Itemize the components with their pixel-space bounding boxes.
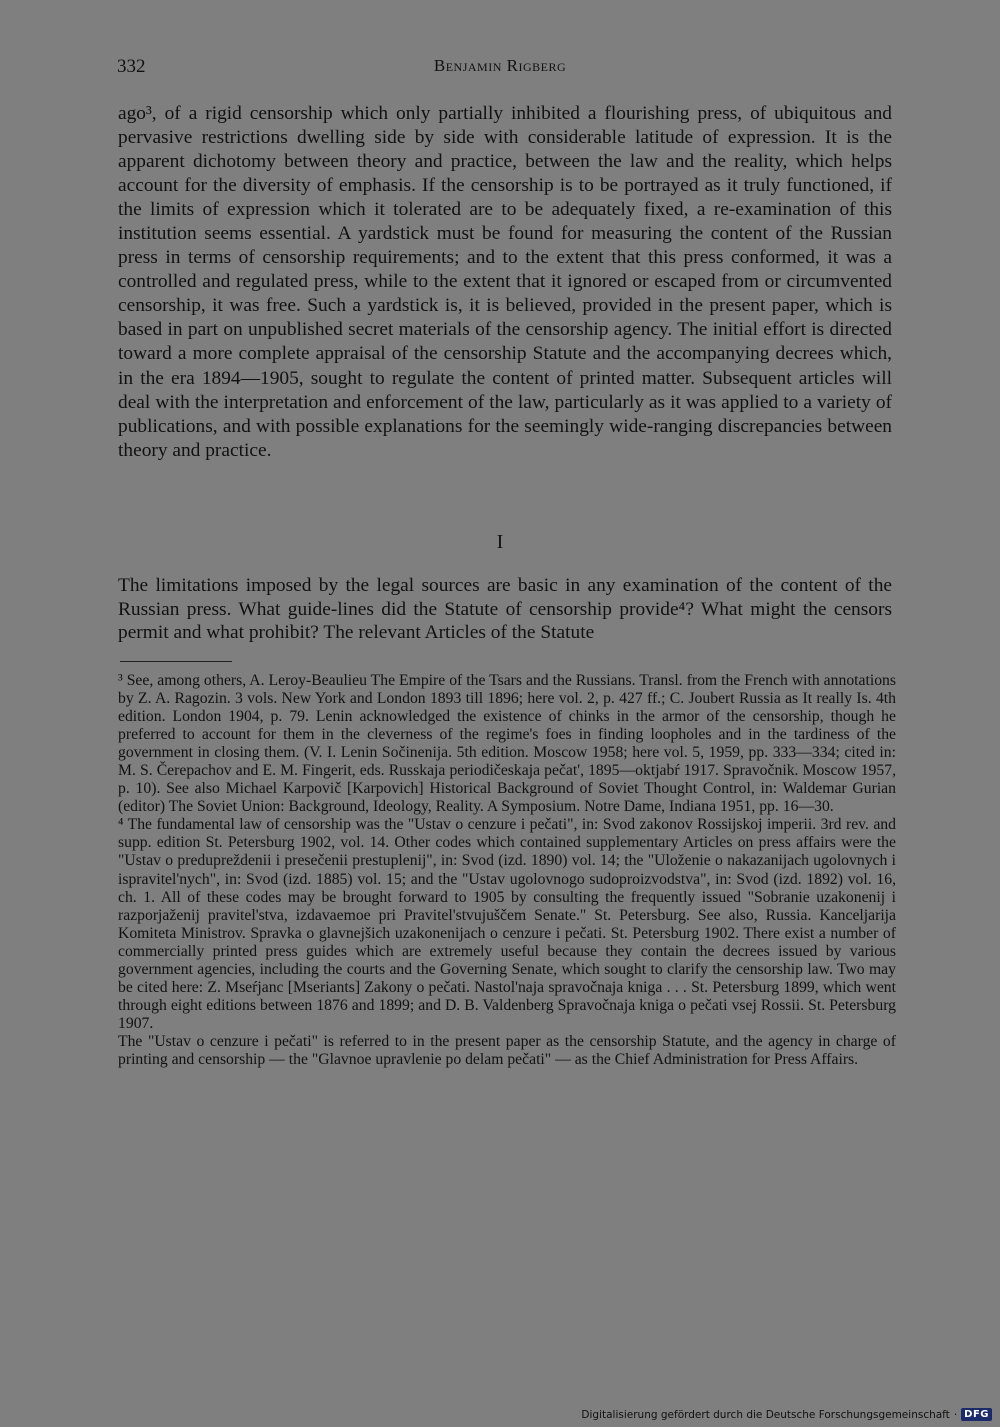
body-paragraph-2: The limitations imposed by the legal sources are basic in any examination of the content of the Russian press. What guide-lines did the Statute of censorship provide⁴? What might the censors permit and what prohibit? The relevant Articles of the Statute — [118, 575, 892, 644]
footnote-4-continuation: The "Ustav o cenzure i pečati" is referred to in the present paper as the censorship Statute, and the agency in charge of printing and censorship — the "Glavnoe upravlenie po delam pečati" — as the Chief Administration for Press Affairs. — [118, 1032, 896, 1068]
section-number: I — [496, 531, 504, 553]
footnote-4: ⁴ The fundamental law of censorship was the "Ustav o cenzure i pečati", in: Svod zakonov Rossijskoj imperii. 3rd rev. and supp. edition St. Petersburg 1902, vol. 14. Other codes which contained supplementary Articles on press affairs were the "Ustav o predupreždenii i presečenii prestuplenij", in: Svod (izd. 1890) vol. 14; the "Uloženie o nakazanijach ugolovnych i ispravitel'nych", in: Svod (izd. 1885) vol. 15; and the "Ustav ugolovnogo sudoproizvodstva", in: Svod (izd. 1892) vol. 16, ch. 1. All of these codes may be brought forward to 1905 by consulting the frequently issued "Sobranie uzakonenij i razporjaženij pravitel'stva, izdavaemoe pri Pravitel'stvujuščem Senate." St. Petersburg. See also, Russia. Kanceljarija Komiteta Ministrov. Spravka o glavnejšich uzakonenijach o cenzure i pečati. St. Petersburg 1902. There exist a number of commercially printed press guides which are extremely useful because they contain the decrees issued by various government agencies, including the courts and the Governing Senate, which sought to clarify the censorship law. Two may be cited here: Z. Mseŕjanc [Mseriants] Zakony o pečati. Nastol'naja spravočnaja kniga . . . St. Petersburg 1899, which went through eight editions between 1876 and 1899; and D. B. Valdenberg Spravočnaja kniga o pečati vsej Rossii. St. Petersburg 1907. — [118, 816, 896, 1032]
footer-credit: Digitalisierung gefördert durch die Deutsche Forschungsgemeinschaft — [581, 1408, 950, 1421]
footnotes — [118, 672, 896, 1069]
dfg-logo-icon: DFG — [961, 1408, 992, 1421]
body-paragraph-1: ago³, of a rigid censorship which only partially inhibited a flourishing press, of ubiquitous and pervasive restrictions dwelling side by side with considerable latitude of expression. It is the apparent dichotomy between theory and practice, between the law and the reality, which helps account for the diversity of emphasis. If the censorship is to be portrayed as it truly functioned, if the limits of expression which it tolerated are to be adequately fixed, a re-examination of this institution seems essential. A yardstick must be found for measuring the content of the Russian press in terms of censorship requirements; and to the extent that this press conformed, it was a controlled and regulated press, while to the extent that it ignored or escaped from or circumvented censorship, it was free. Such a yardstick is, it is believed, provided in the present paper, which is based in part on unpublished secret materials of the censorship agency. The initial effort is directed toward a more complete appraisal of the censorship Statute and the accompanying decrees which, in the era 1894—1905, sought to regulate the content of printed matter. Subsequent articles will deal with the interpretation and enforcement of the law, particularly as it was applied to a variety of publications, and with possible explanations for the seemingly wide-ranging discrepancies between theory and practice. — [118, 103, 892, 461]
digitization-footer — [581, 1408, 992, 1421]
footer-separator: · — [953, 1408, 958, 1421]
footnote-3: ³ See, among others, A. Leroy-Beaulieu The Empire of the Tsars and the Russians. Transl. from the French with annotations by Z. A. Ragozin. 3 vols. New York and London 1893 till 1896; here vol. 2, p. 427 ff.; C. Joubert Russia as It really Is. 4th edition. London 1904, p. 79. Lenin acknowledged the existence of chinks in the armor of the censorship, though he preferred to account for them in the cleverness of the regime's foes in finding loopholes and in the tardiness of the government in closing them. (V. I. Lenin Sočinenija. 5th edition. Moscow 1958; here vol. 5, 1959, pp. 333—334; cited in: M. S. Čerepachov and E. M. Fingerit, eds. Russkaja periodičeskaja pečat', 1895—oktjabŕ 1917. Spravočnik. Moscow 1957, p. 10). See also Michael Karpovič [Karpovich] Historical Background of Soviet Thought Control, in: Waldemar Gurian (editor) The Soviet Union: Background, Ideology, Reality. A Symposium. Notre Dame, Indiana 1951, pp. 16—30. — [118, 672, 896, 816]
page-number: 332 — [117, 56, 146, 77]
footnote-rule — [120, 661, 232, 662]
running-head: Benjamin Rigberg — [433, 56, 567, 75]
